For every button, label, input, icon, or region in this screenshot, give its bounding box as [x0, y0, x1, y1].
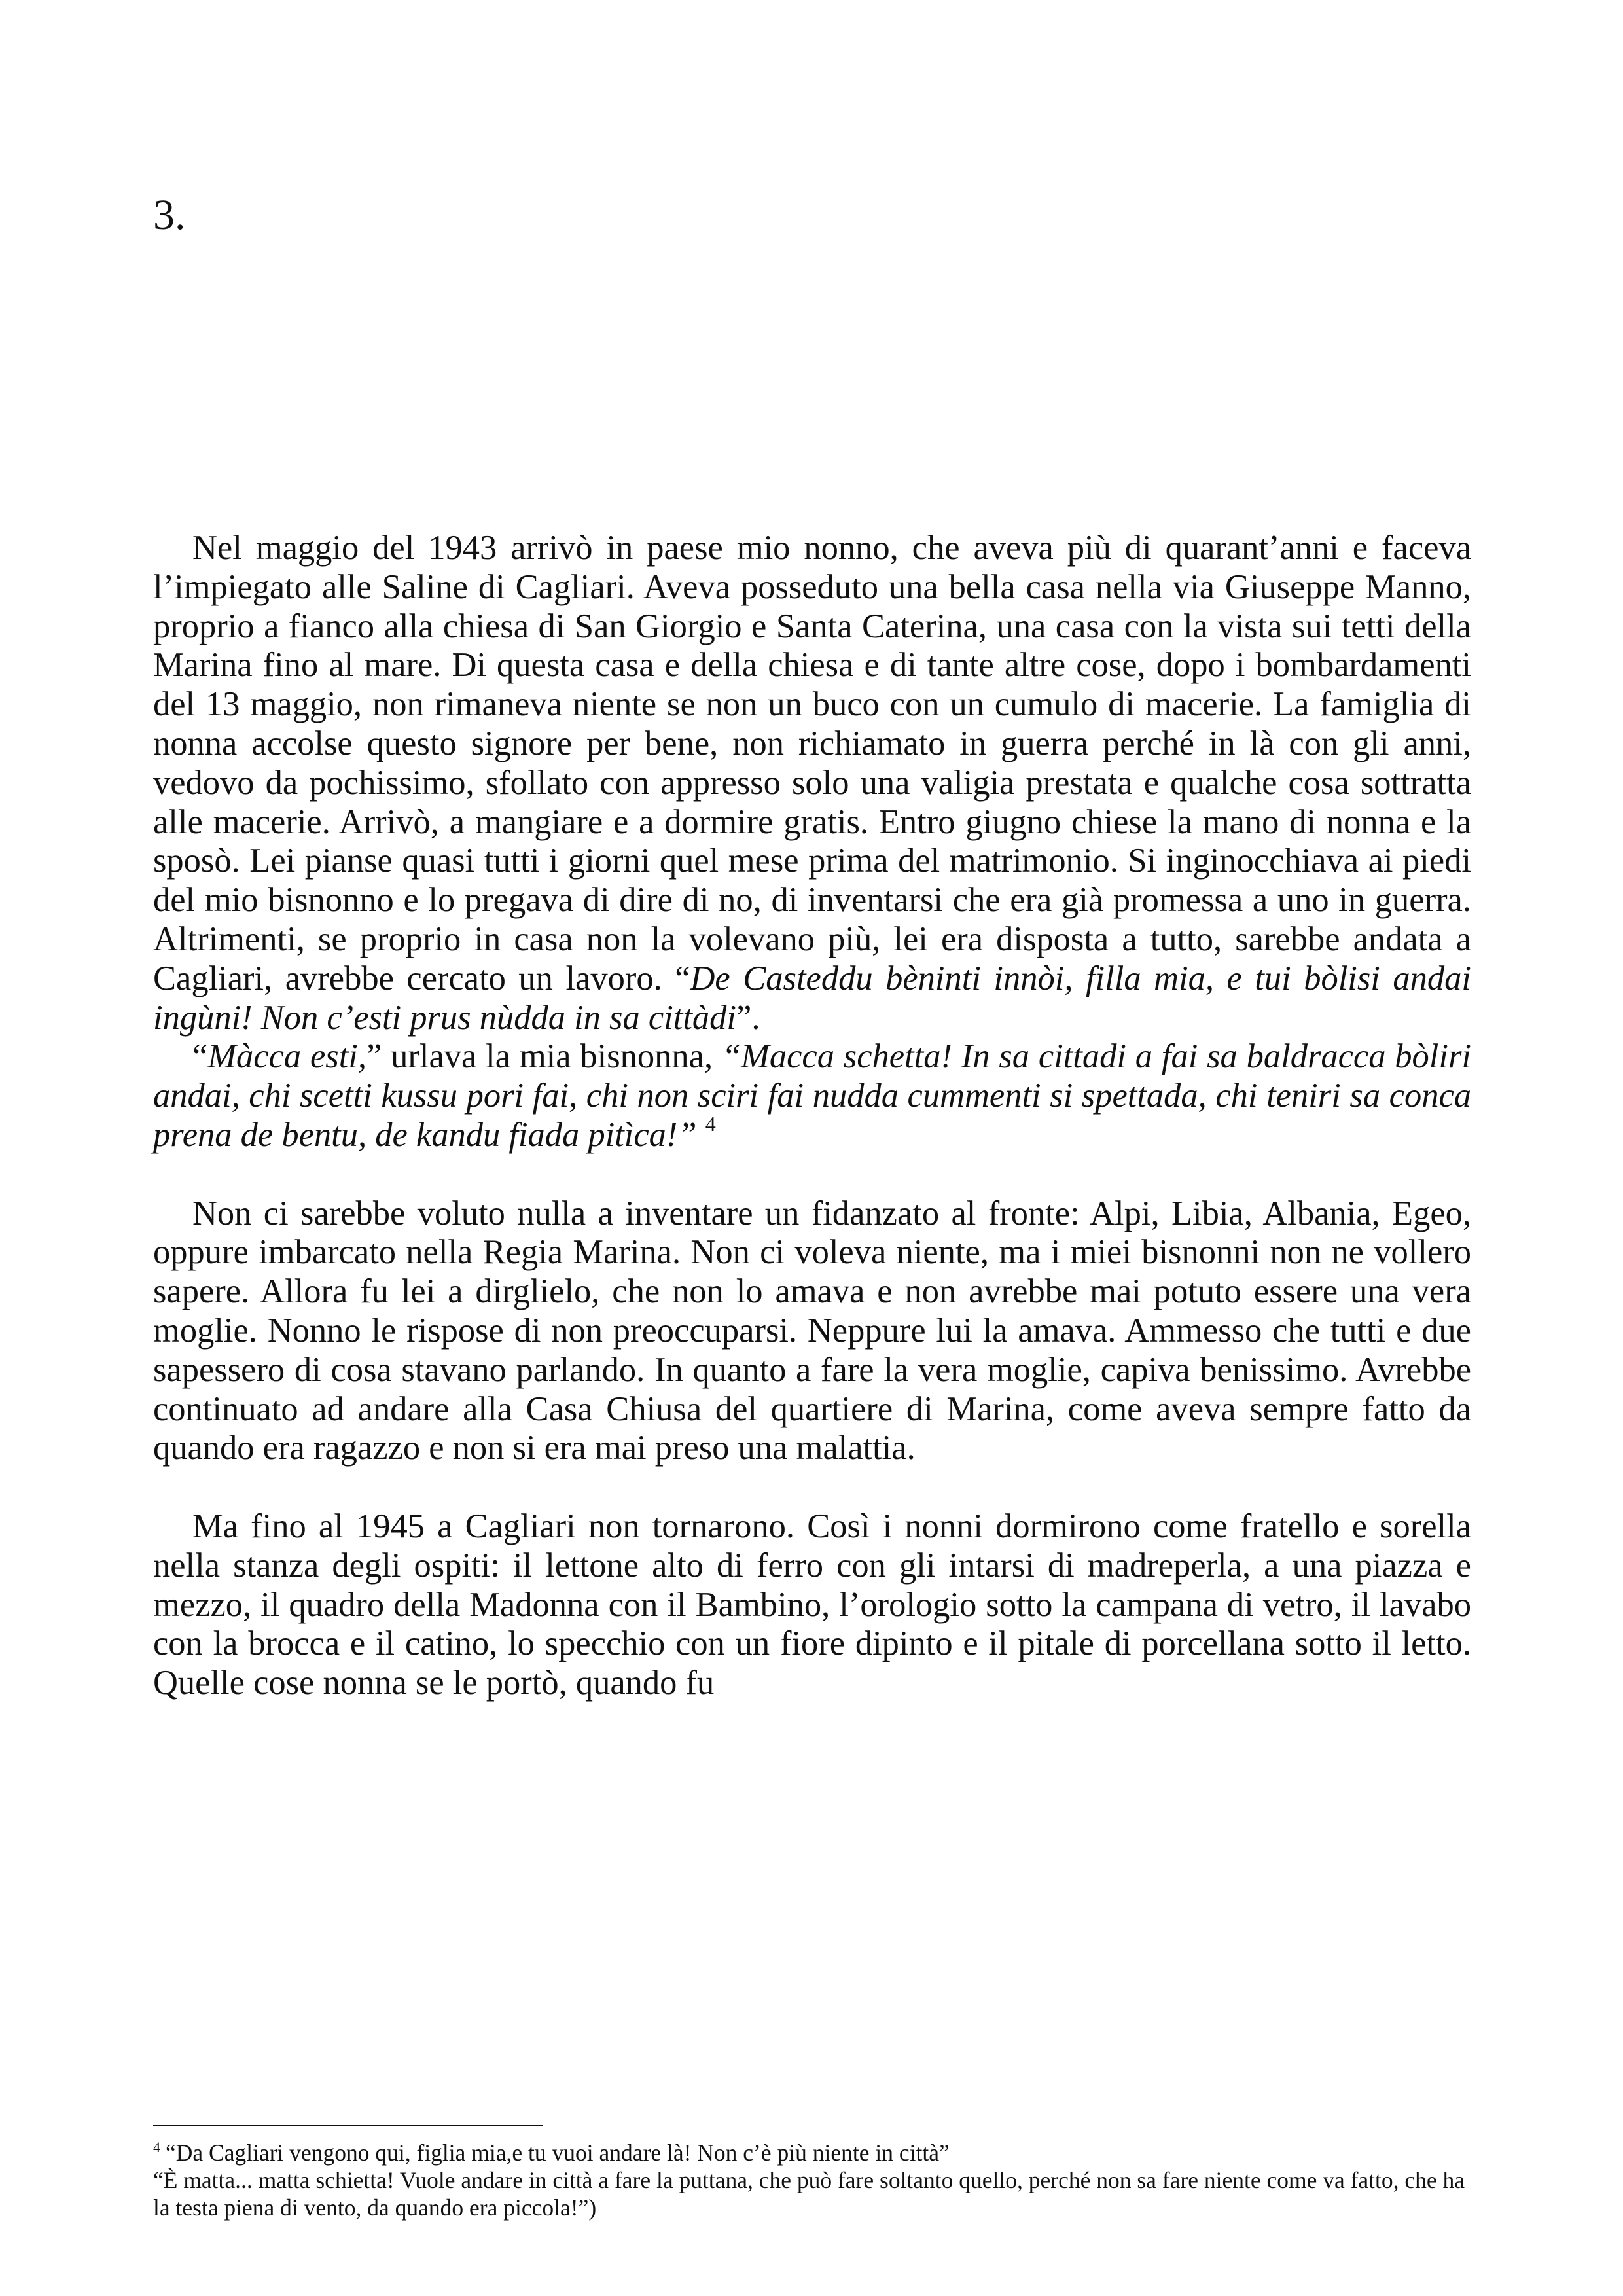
body-text [153, 529, 1471, 1703]
paragraph-2-dialect-b: “Macca schetta! In sa cittadi a fai sa baldracca bòliri andai, chi scetti kussu pori fai, chi non sciri fai nudda cummenti si spettada, chi teniri sa conca prena de bentu, de kandu fiada pitìca!” [153, 1037, 1471, 1154]
paragraph-2-dialect-a: Màcca esti, [207, 1037, 367, 1076]
footnote-text-1: “Da Cagliari vengono qui, figlia mia,e tu vuoi andare là! Non c’è più niente in città” [166, 2140, 950, 2166]
paragraph-1-close: ”. [736, 998, 760, 1037]
footnote-number: 4 [153, 2139, 160, 2156]
paragraph-1-dialect: De Casteddu bèninti innòi, filla mia, e tui bòlisi andai ingùni! Non c’esti prus nùdda in sa cittàdi [153, 959, 1471, 1037]
paragraph-3: Non ci sarebbe voluto nulla a inventare un fidanzato al fronte: Alpi, Libia, Albania, Egeo, oppure imbarcato nella Regia Marina. Non ci voleva niente, ma i miei bisnonni non ne vollero sapere. Allora fu lei a dirglielo, che non lo amava e non avrebbe mai potuto essere una vera moglie. Nonno le rispose di non preoccuparsi. Neppure lui la amava. Ammesso che tutti e due sapessero di cosa stavano parlando. In quanto a fare la vera moglie, capiva benissimo. Avrebbe continuato ad andare alla Casa Chiusa del quartiere di Marina, come aveva sempre fatto da quando era ragazzo e non si era mai preso una malattia. [153, 1194, 1471, 1467]
footnote-reference: 4 [705, 1112, 716, 1136]
paragraph-2-open-quote: “ [192, 1037, 208, 1076]
paragraph-1 [153, 529, 1471, 1037]
footnotes [153, 2139, 1471, 2221]
paragraph-2 [153, 1037, 1471, 1155]
footnote-separator [153, 2125, 543, 2126]
footnote-line-2: “È matta... matta schietta! Vuole andare in città a fare la puttana, che può fare soltanto quello, perché non sa fare niente come va fatto, che ha la testa piena di vento, da quando era piccola!”) [153, 2167, 1465, 2221]
footnote-line-1 [153, 2139, 1471, 2166]
paragraph-4: Ma fino al 1945 a Cagliari non tornarono. Così i nonni dormirono come fratello e sorella nella stanza degli ospiti: il lettone alto di ferro con gli intarsi di madreperla, a una piazza e mezzo, il quadro della Madonna con il Bambino, l’orologio sotto la campana di vetro, il lavabo con la brocca e il catino, lo specchio con un fiore dipinto e il pitale di porcellana sotto il letto. Quelle cose nonna se le portò, quando fu [153, 1507, 1471, 1702]
paragraph-2-middle: ” urlava la mia bisnonna, [366, 1037, 722, 1076]
chapter-number: 3. [153, 191, 186, 239]
paragraph-1-text: Nel maggio del 1943 arrivò in paese mio nonno, che aveva più di quarant’anni e faceva l’impiegato alle Saline di Cagliari. Aveva posseduto una bella casa nella via Giuseppe Manno, proprio a fianco alla chiesa di San Giorgio e Santa Caterina, una casa con la vista sui tetti della Marina fino al mare. Di questa casa e della chiesa e di tante altre cose, dopo i bombardamenti del 13 maggio, non rimaneva niente se non un buco con un cumulo di macerie. La famiglia di nonna accolse questo signore per bene, non richiamato in guerra perché in là con gli anni, vedovo da pochissimo, sfollato con appresso solo una valigia prestata e qualche cosa sottratta alle macerie. Arrivò, a mangiare e a dormire gratis. Entro giugno chiese la mano di nonna e la sposò. Lei pianse quasi tutti i giorni quel mese prima del matrimonio. Si inginocchiava ai piedi del mio bisnonno e lo pregava di dire di no, di inventarsi che era già promessa a uno in guerra. Altrimenti, se proprio in casa non la volevano più, lei era disposta a tutto, sarebbe andata a Cagliari, avrebbe cercato un lavoro. “ [153, 529, 1471, 997]
